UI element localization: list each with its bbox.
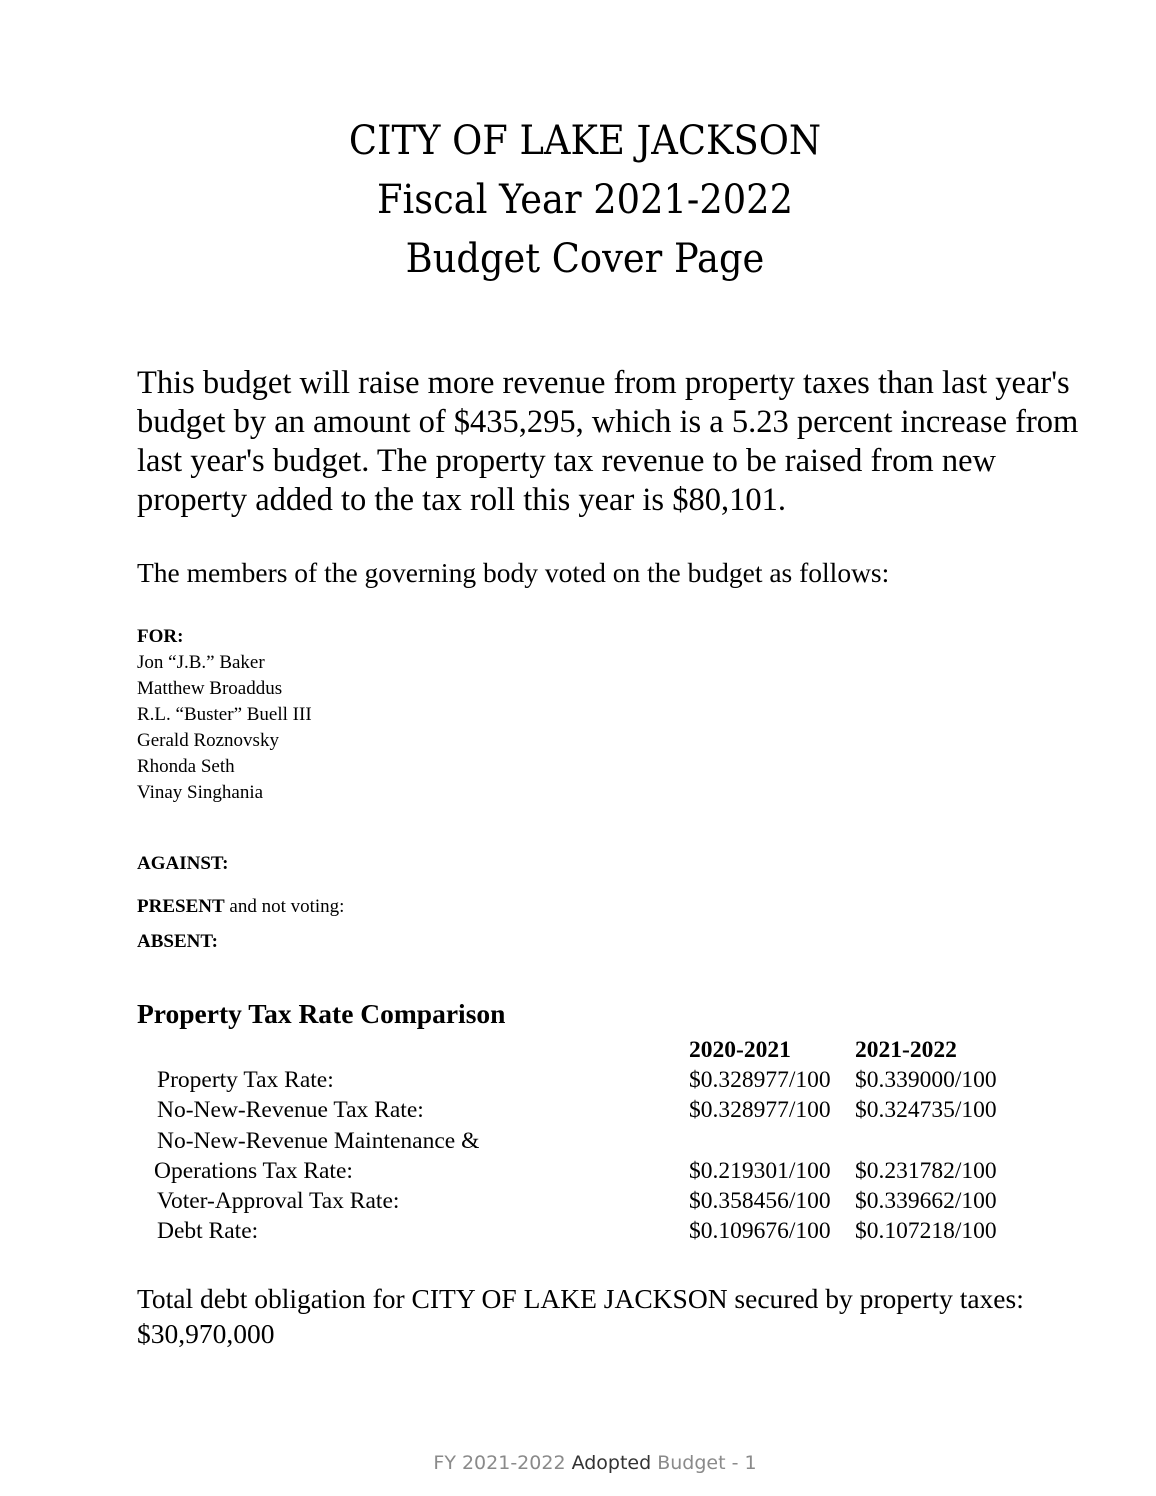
debt-obligation-amount: $30,970,000 — [137, 1318, 275, 1349]
vote-present-label: PRESENT — [137, 896, 225, 917]
debt-obligation — [137, 1281, 1037, 1351]
footer-suffix: Budget - 1 — [651, 1452, 757, 1474]
document-title — [47, 112, 1123, 289]
debt-obligation-text: Total debt obligation for CITY OF LAKE JACKSON secured by property taxes: — [137, 1283, 1024, 1314]
rate-label: Property Tax Rate: — [157, 1067, 334, 1094]
member-name: Gerald Roznovsky — [137, 730, 279, 751]
column-header-2021-2022: 2021-2022 — [855, 1037, 957, 1063]
title-cover-page: Budget Cover Page — [405, 236, 765, 282]
rate-value-2020-2021: $0.328977/100 — [689, 1067, 831, 1094]
footer-middle: Adopted — [571, 1452, 652, 1474]
rate-value-2020-2021: $0.219301/100 — [689, 1157, 831, 1184]
member-name: Vinay Singhania — [137, 782, 264, 803]
table-row — [137, 1126, 1017, 1156]
member-name: Rhonda Seth — [137, 756, 235, 777]
vote-for-label: FOR: — [137, 626, 184, 647]
vote-against-section — [137, 851, 229, 877]
title-city: CITY OF LAKE JACKSON — [348, 118, 822, 164]
rates-header-row — [137, 1035, 1017, 1065]
vote-absent-label: ABSENT: — [137, 931, 218, 952]
rate-label: No-New-Revenue Tax Rate: — [157, 1097, 424, 1124]
rate-value-2020-2021: $0.328977/100 — [689, 1097, 831, 1124]
table-row — [137, 1065, 1017, 1095]
revenue-statement — [137, 364, 1079, 520]
rate-label: Operations Tax Rate: — [154, 1157, 353, 1184]
vote-statement: The members of the governing body voted on the budget as follows: — [137, 557, 890, 588]
vote-present-suffix: and not voting: — [224, 896, 345, 917]
rate-value-2021-2022: $0.339662/100 — [855, 1187, 997, 1214]
page-footer — [0, 1450, 1156, 1476]
revenue-statement-line: last year's budget. The property tax revenue to be raised from new — [137, 443, 996, 479]
table-row — [137, 1186, 1017, 1216]
column-header-2020-2021: 2020-2021 — [689, 1037, 791, 1063]
member-name: R.L. “Buster” Buell III — [137, 704, 312, 725]
rate-value-2021-2022: $0.231782/100 — [855, 1157, 997, 1184]
member-name: Matthew Broaddus — [137, 678, 283, 699]
rate-label: Debt Rate: — [157, 1218, 259, 1245]
rate-value-2021-2022: $0.339000/100 — [855, 1067, 997, 1094]
table-row — [137, 1156, 1017, 1186]
rate-value-2020-2021: $0.358456/100 — [689, 1187, 831, 1214]
member-name: Jon “J.B.” Baker — [137, 652, 265, 673]
vote-against-label: AGAINST: — [137, 853, 229, 874]
table-row — [137, 1095, 1017, 1125]
footer-prefix: FY 2021-2022 — [433, 1452, 572, 1474]
rate-label: Voter-Approval Tax Rate: — [157, 1187, 400, 1214]
rate-value-2021-2022: $0.107218/100 — [855, 1218, 997, 1245]
revenue-statement-line: This budget will raise more revenue from property taxes than last year's — [137, 365, 1070, 401]
rates-title: Property Tax Rate Comparison — [137, 998, 506, 1029]
rate-value-2021-2022: $0.324735/100 — [855, 1097, 997, 1124]
vote-absent-section — [137, 929, 218, 955]
revenue-statement-line: budget by an amount of $435,295, which is a 5.23 percent increase from — [137, 404, 1079, 440]
rate-label: No-New-Revenue Maintenance & — [157, 1127, 480, 1154]
title-fiscal-year: Fiscal Year 2021-2022 — [376, 177, 794, 223]
rate-value-2020-2021: $0.109676/100 — [689, 1218, 831, 1245]
vote-present-section — [137, 894, 344, 920]
rates-table — [137, 1035, 1017, 1246]
vote-for-section — [137, 624, 312, 806]
revenue-statement-line: property added to the tax roll this year is $80,101. — [137, 482, 786, 518]
table-row — [137, 1216, 1017, 1246]
